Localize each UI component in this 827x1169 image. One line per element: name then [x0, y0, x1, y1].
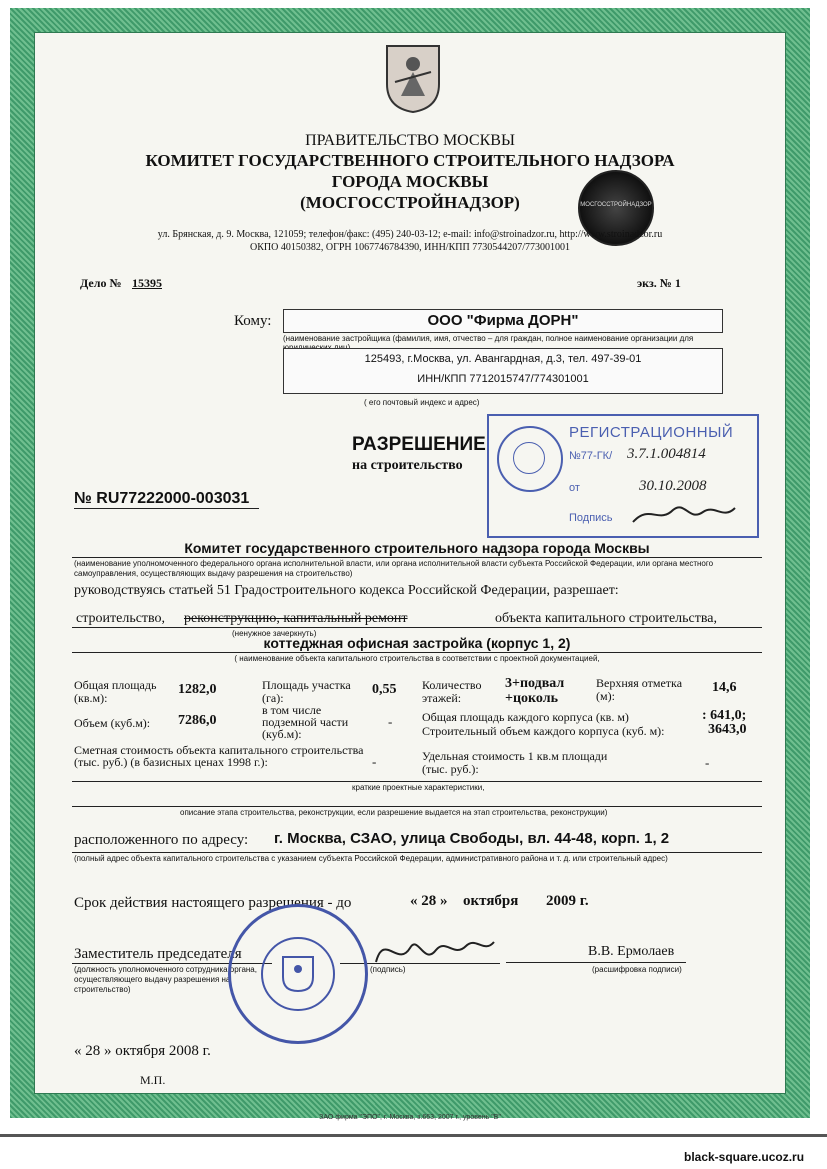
- committee-name-line2: ГОРОДА МОСКВЫ: [331, 172, 489, 191]
- recipient-address: 125493, г.Москва, ул. Авангардная, д.3, тел. 497-39-01: [364, 353, 642, 365]
- permit-number: № RU77222000-003031: [74, 490, 259, 509]
- cost-value: -: [372, 754, 377, 769]
- total-area-label: Общая площадь (кв.м):: [74, 678, 157, 705]
- copy-number: экз. № 1: [637, 276, 681, 290]
- document-subtitle: на строительство: [352, 458, 463, 473]
- floors-value: 3+подвал +цоколь: [505, 676, 565, 706]
- committee-address: ул. Брянская, д. 9. Москва, 121059; телефон/факс: (495) 240-03-12; e-mail: info@stroinadzor.ru, http://www.stroinadzor.ru: [157, 229, 663, 240]
- brief-note: краткие проектные характеристики,: [352, 783, 485, 792]
- watermark-url: black-square.ucoz.ru: [684, 1150, 805, 1164]
- committee-codes: ОКПО 40150382, ОГРН 1067746784390, ИНН/КПП 7730544207/773001001: [250, 242, 570, 253]
- recipient-label: Кому:: [234, 313, 272, 329]
- registration-date-label: от: [569, 482, 580, 494]
- floors-label: Количество этажей:: [422, 678, 482, 705]
- plot-area-value: 0,55: [372, 682, 397, 697]
- work-note: (ненужное зачеркнуть): [232, 629, 317, 638]
- registration-stamp: [487, 414, 759, 538]
- registration-number: 3.7.1.004814: [627, 446, 706, 462]
- guided-text: руководствуясь статьей 51 Градостроительного кодекса Российской Федерации, разрешает:: [74, 583, 619, 598]
- recipient-address-box: [283, 348, 723, 394]
- underground-value: -: [388, 714, 393, 729]
- issue-date: « 28 » октября 2008 г.: [74, 1043, 211, 1059]
- government-name: ПРАВИТЕЛЬСТВО МОСКВЫ: [305, 132, 515, 149]
- coat-of-arms-icon: [383, 42, 443, 114]
- object-note: ( наименование объекта капитального строительства в соответствии с проектной документацией,: [234, 654, 600, 663]
- each-area-value: : 641,0;: [702, 708, 747, 723]
- each-volume-label: Строительный объем каждого корпуса (куб. м):: [422, 724, 665, 738]
- plot-area-label: Площадь участка (га):: [262, 678, 351, 705]
- validity-label: Срок действия настоящего разрешения - до: [74, 895, 352, 911]
- registration-sign-label: Подпись: [569, 512, 613, 524]
- registration-number-label: №77-ГК/: [569, 450, 613, 462]
- location-note: (полный адрес объекта капитального строительства с указанием субъекта Российской Федерации, административного района и т. д. или строительный адрес): [74, 854, 668, 863]
- seal-coat-of-arms-icon: [281, 955, 315, 993]
- committee-short-name: (МОСГОССТРОЙНАДЗОР): [300, 193, 520, 212]
- each-volume-value: 3643,0: [708, 722, 747, 737]
- registration-signature: [629, 500, 739, 528]
- authority-name: Комитет государственного строительного надзора города Москвы: [184, 540, 650, 556]
- volume-label: Объем (куб.м):: [74, 716, 151, 730]
- case-number: 15395: [132, 276, 162, 290]
- signer-position: Заместитель председателя: [74, 946, 242, 962]
- committee-name-line1: КОМИТЕТ ГОСУДАРСТВЕННОГО СТРОИТЕЛЬНОГО НАДЗОРА: [145, 151, 675, 170]
- bottom-rule: [0, 1134, 827, 1137]
- recipient-name-note: (наименование застройщика (фамилия, имя, отчество – для граждан, полное наименование организации для: [283, 334, 694, 343]
- case-label: Дело №: [80, 276, 122, 290]
- unit-cost-value: -: [705, 755, 710, 770]
- object-name: коттеджная офисная застройка (корпус 1, 2): [263, 635, 571, 651]
- registration-title: РЕГИСТРАЦИОННЫЙ: [569, 424, 734, 441]
- stage-note: описание этапа строительства, реконструкции, если разрешение выдается на этап строительства, реконструкции): [180, 808, 608, 817]
- cost-label: Сметная стоимость объекта капитального строительства (тыс. руб.) (в базисных ценах 1998 г.):: [74, 743, 364, 769]
- validity-year: 2009 г.: [546, 893, 589, 909]
- stamp-place-mp: М.П.: [140, 1073, 166, 1087]
- validity-month: октября: [463, 893, 519, 909]
- each-area-label: Общая площадь каждого корпуса (кв. м): [422, 710, 629, 724]
- recipient-inn: ИНН/КПП 7712015747/774301001: [417, 373, 589, 385]
- authority-note: (наименование уполномоченного федерального органа исполнительной власти, или органа исполнительной власти субъекта Российской Федерации, или органа местного самоуправления, осуществляющих выдачу разрешения на строительство): [74, 559, 714, 578]
- work-object: объекта капитального строительства,: [495, 611, 718, 626]
- seal-label: МОСГОССТРОЙНАДЗОР: [580, 202, 652, 208]
- signer-position-note: (должность уполномоченного сотрудника органа, осуществляющего выдачу разрешения на строительство): [74, 965, 257, 994]
- signer-name-note: (расшифровка подписи): [592, 965, 682, 974]
- official-seal: [228, 904, 368, 1044]
- unit-cost-label: Удельная стоимость 1 кв.м площади (тыс. руб.):: [422, 749, 608, 776]
- recipient-address-note: ( его почтовый индекс и адрес): [364, 398, 480, 407]
- document-title: РАЗРЕШЕНИЕ: [352, 434, 486, 455]
- signature-note: (подпись): [370, 965, 406, 974]
- top-mark-value: 14,6: [712, 680, 737, 695]
- recipient-name-box: [283, 309, 723, 333]
- top-mark-label: Верхняя отметка (м):: [596, 676, 683, 703]
- printer-info: ЗАО фирма "ЭПО", г. Москва, з.663, 2007 г., уровень "В": [319, 1114, 501, 1121]
- recipient-name: ООО "Фирма ДОРН": [427, 312, 579, 329]
- underground-label: в том числе подземной части (куб.м):: [262, 703, 349, 741]
- location-value: г. Москва, СЗАО, улица Свободы, вл. 44-48, корп. 1, 2: [274, 830, 670, 847]
- stamp-emblem-icon: [497, 426, 563, 492]
- registration-date: 30.10.2008: [639, 478, 707, 494]
- volume-value: 7286,0: [178, 713, 217, 728]
- work-struck: реконструкцию, капитальный ремонт: [184, 611, 408, 626]
- total-area-value: 1282,0: [178, 682, 217, 697]
- location-label: расположенного по адресу:: [74, 832, 249, 848]
- validity-day: « 28 »: [410, 893, 448, 909]
- work-type: строительство,: [76, 611, 166, 626]
- signer-name: В.В. Ермолаев: [588, 944, 675, 959]
